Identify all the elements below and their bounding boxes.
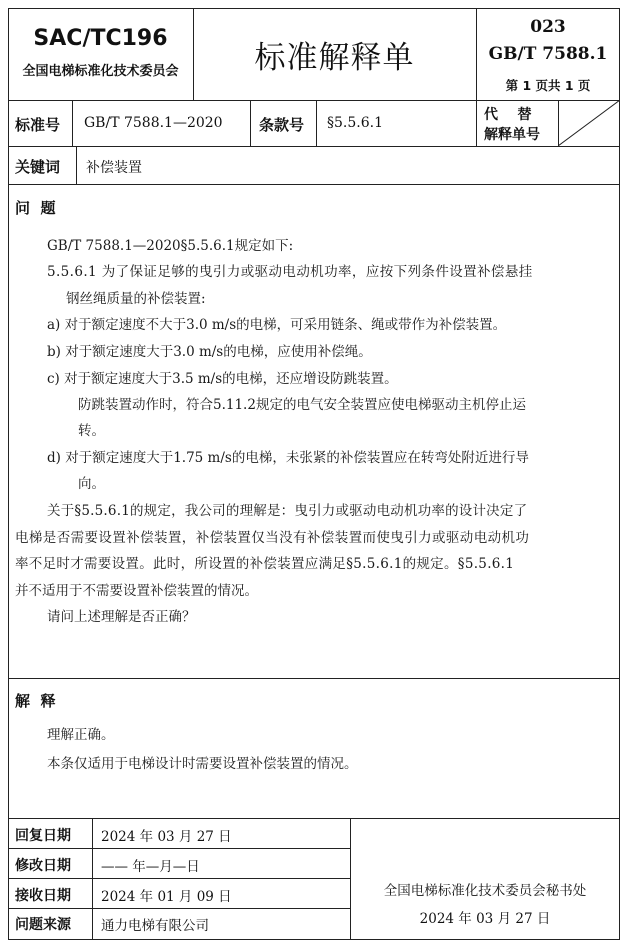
empty-cell-diagonal: [558, 100, 620, 146]
rule-footer-3: [8, 908, 350, 909]
issuer: 全国电梯标准化技术委员会秘书处: [383, 883, 587, 899]
modify-date-value: —— 年—月—日: [101, 859, 200, 875]
question-line: d) 对于额定速度大于1.75 m/s的电梯，未张紧的补偿装置应在转弯处附近进行导: [47, 450, 529, 466]
rule-footer-2: [8, 878, 350, 879]
page-info: 第 1 页共 1 页: [505, 78, 591, 93]
keywords-value: 补偿装置: [86, 160, 142, 176]
keywords-divider: [76, 146, 77, 184]
meta-divider-1: [72, 100, 73, 146]
reply-date-label: 回复日期: [15, 828, 71, 844]
rule-footer-1: [8, 848, 350, 849]
question-line: b) 对于额定速度大于3.0 m/s的电梯，应使用补偿绳。: [47, 344, 372, 360]
org-code: SAC/TC196: [33, 26, 168, 51]
reply-date-value: 2024 年 03 月 27 日: [101, 829, 232, 845]
serial-no: 023: [530, 17, 566, 37]
keywords-label: 关键词: [15, 158, 61, 176]
answer-heading: 解 释: [15, 692, 56, 710]
rule-question: [8, 678, 620, 679]
question-line: 关于§5.5.6.1的规定，我公司的理解是：曳引力或驱动电动机功率的设计决定了: [47, 503, 528, 519]
modify-date-label: 修改日期: [15, 858, 71, 874]
source-value: 通力电梯有限公司: [101, 918, 209, 934]
clause-value: §5.5.6.1: [327, 115, 383, 131]
question-line: c) 对于额定速度大于3.5 m/s的电梯，还应增设防跳装置。: [47, 371, 398, 387]
footer-divider-1: [92, 818, 93, 940]
question-line: 5.5.6.1 为了保证足够的曳引力或驱动电动机功率，应按下列条件设置补偿悬挂: [47, 264, 533, 280]
question-line: GB/T 7588.1—2020§5.5.6.1规定如下:: [47, 238, 294, 254]
clause-label: 条款号: [259, 116, 305, 134]
meta-divider-2: [250, 100, 251, 146]
question-line: 转。: [78, 423, 105, 439]
replace-label-line1: 代 替: [484, 107, 532, 123]
question-line: 防跳装置动作时，符合5.11.2规定的电气安全装置应使电梯驱动主机停止运: [78, 397, 526, 413]
source-label: 问题来源: [15, 917, 71, 933]
question-line: 电梯是否需要设置补偿装置，补偿装置仅当没有补偿装置而使曳引力或驱动电动机功: [15, 530, 530, 546]
question-line: 向。: [78, 476, 105, 492]
answer-line: 理解正确。: [47, 727, 115, 743]
receive-date-label: 接收日期: [15, 888, 71, 904]
question-line: a) 对于额定速度不大于3.0 m/s的电梯，可采用链条、绳或带作为补偿装置。: [47, 317, 507, 333]
question-line: 率不足时才需要设置。此时，所设置的补偿装置应满足§5.5.6.1的规定。§5.5.6.1: [15, 556, 515, 572]
standard-no-label: 标准号: [15, 116, 61, 134]
standard-code: GB/T 7588.1: [488, 44, 608, 64]
rule-answer: [8, 818, 620, 819]
rule-meta: [8, 146, 620, 147]
rule-keywords: [8, 184, 620, 185]
question-line: 并不适用于不需要设置补偿装置的情况。: [15, 583, 258, 599]
replace-label-line2: 解释单号: [484, 127, 540, 143]
rule-header: [8, 100, 620, 101]
question-line: 钢丝绳质量的补偿装置:: [66, 291, 206, 307]
question-line: 请问上述理解是否正确？: [47, 609, 196, 625]
org-name: 全国电梯标准化技术委员会: [22, 64, 179, 79]
standard-no-value: GB/T 7588.1—2020: [84, 115, 223, 131]
doc-title: 标准解释单: [254, 40, 415, 76]
issue-date: 2024 年 03 月 27 日: [419, 911, 551, 927]
meta-divider-3: [316, 100, 317, 146]
answer-line: 本条仅适用于电梯设计时需要设置补偿装置的情况。: [47, 756, 358, 772]
question-heading: 问 题: [15, 199, 56, 217]
receive-date-value: 2024 年 01 月 09 日: [101, 889, 232, 905]
